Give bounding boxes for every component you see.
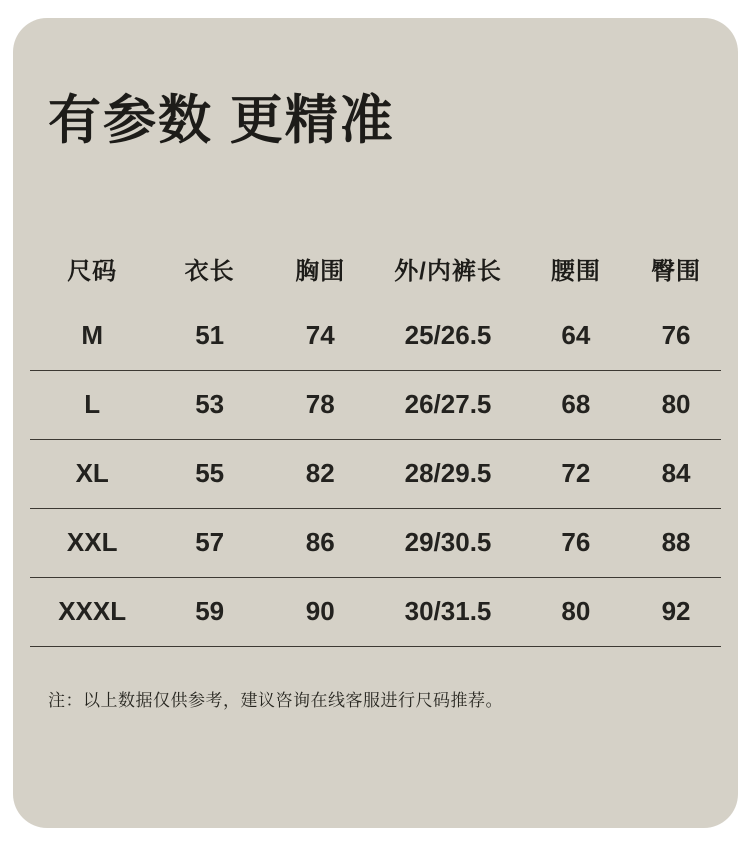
table-row-xl bbox=[30, 439, 721, 508]
column-header-length: 衣长 bbox=[184, 257, 235, 285]
table-cell-value: 90 bbox=[265, 577, 376, 646]
table-cell-size: L bbox=[30, 370, 154, 439]
note-text: 注：以上数据仅供参考，建议咨询在线客服进行尺码推荐。 bbox=[48, 690, 503, 710]
table-cell-value: 76 bbox=[521, 508, 632, 577]
table-header-row bbox=[30, 235, 721, 301]
page-title: 有参数 更精准 bbox=[48, 91, 395, 150]
table-row-l bbox=[30, 370, 721, 439]
table-cell-value: 68 bbox=[521, 370, 632, 439]
column-header-waist: 腰围 bbox=[550, 257, 601, 285]
table-cell-value: 25/26.5 bbox=[375, 301, 520, 370]
table-cell-value: 76 bbox=[631, 301, 721, 370]
size-chart-card bbox=[13, 18, 738, 828]
table-row-m bbox=[30, 301, 721, 370]
table-cell-value: 78 bbox=[265, 370, 376, 439]
table-cell-value: 88 bbox=[631, 508, 721, 577]
table-cell-value: 74 bbox=[265, 301, 376, 370]
table-cell-value: 57 bbox=[154, 508, 265, 577]
table-cell-value: 51 bbox=[154, 301, 265, 370]
table-row-xxl bbox=[30, 508, 721, 577]
table-cell-value: 80 bbox=[521, 577, 632, 646]
table-cell-value: 92 bbox=[631, 577, 721, 646]
table-cell-value: 84 bbox=[631, 439, 721, 508]
table-cell-value: 26/27.5 bbox=[375, 370, 520, 439]
table-cell-size: M bbox=[30, 301, 154, 370]
table-cell-value: 72 bbox=[521, 439, 632, 508]
table-cell-value: 53 bbox=[154, 370, 265, 439]
table-cell-size: XXL bbox=[30, 508, 154, 577]
column-header-bust: 胸围 bbox=[295, 257, 346, 285]
table-cell-value: 82 bbox=[265, 439, 376, 508]
table-row-xxxl bbox=[30, 577, 721, 646]
column-header-pantlength: 外/内裤长 bbox=[394, 257, 502, 285]
table-cell-size: XL bbox=[30, 439, 154, 508]
column-header-hip: 臀围 bbox=[651, 257, 702, 285]
table-cell-value: 86 bbox=[265, 508, 376, 577]
table-cell-size: XXXL bbox=[30, 577, 154, 646]
size-table bbox=[30, 235, 721, 647]
column-header-size: 尺码 bbox=[67, 257, 118, 285]
table-cell-value: 64 bbox=[521, 301, 632, 370]
table-cell-value: 30/31.5 bbox=[375, 577, 520, 646]
table-cell-value: 28/29.5 bbox=[375, 439, 520, 508]
table-cell-value: 29/30.5 bbox=[375, 508, 520, 577]
table-cell-value: 59 bbox=[154, 577, 265, 646]
table-cell-value: 55 bbox=[154, 439, 265, 508]
table-cell-value: 80 bbox=[631, 370, 721, 439]
